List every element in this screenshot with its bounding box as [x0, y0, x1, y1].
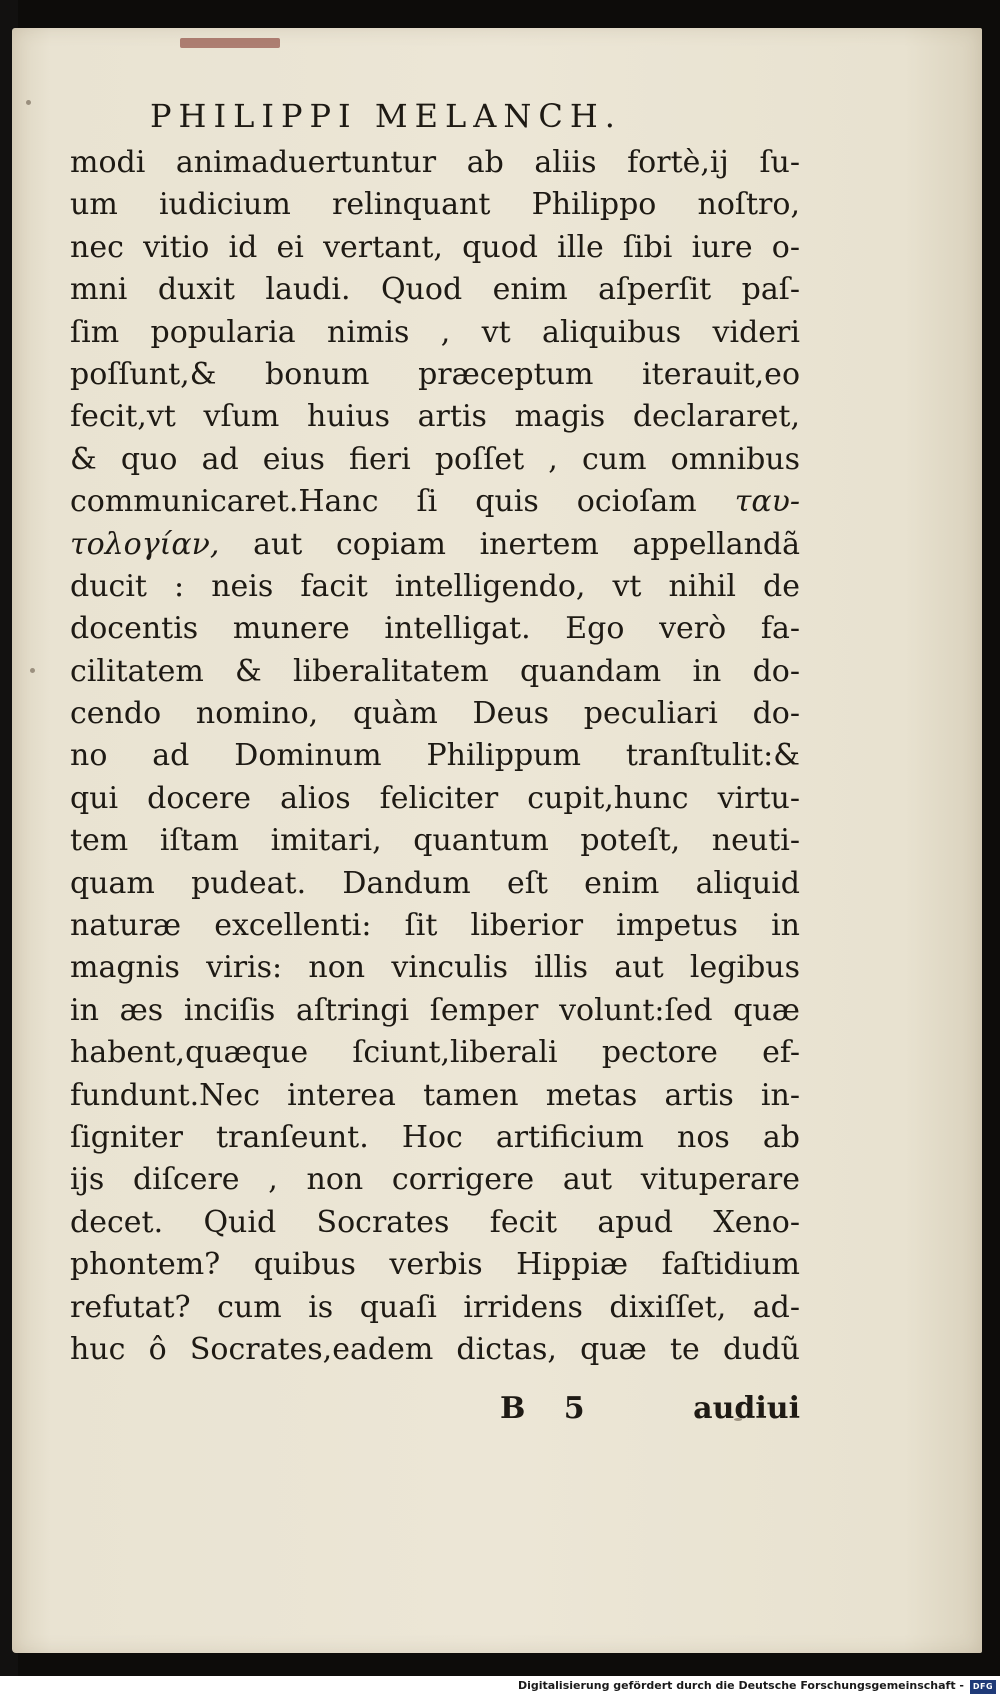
running-head: PHILIPPI MELANCH. — [150, 97, 622, 135]
red-page-stain — [180, 38, 280, 48]
page-text-block — [70, 90, 800, 1371]
text-line: poſſunt,& bonum præceptum iterauit,eo — [70, 356, 800, 392]
text-line: fecit,vt vſum huius artis magis declararet, — [70, 399, 800, 435]
text-line: mni duxit laudi. Quod enim aſperſit paſ- — [70, 272, 800, 308]
text-line: magnis viris: non vinculis illis aut legibus — [70, 950, 800, 986]
greek-word: τολογίαν, — [70, 526, 220, 562]
text-line: in æs inciſis aſtringi ſemper volunt:ſed quæ — [70, 992, 800, 1028]
text-line: quam pudeat. Dandum eſt enim aliquid — [70, 865, 800, 901]
catchword: audiui — [693, 1391, 800, 1426]
text-line: & quo ad eius fieri poſſet , cum omnibus — [70, 441, 800, 477]
text-line: qui docere alios feliciter cupit,hunc virtu- — [70, 780, 800, 816]
funding-credit: Digitalisierung gefördert durch die Deutsche Forschungsgemeinschaft - — [517, 1679, 964, 1692]
text-line: um iudicium relinquant Philippo noſtro, — [70, 187, 800, 223]
text-line: huc ô Socrates,eadem dictas, quæ te dudũ — [70, 1331, 800, 1367]
text-segment: aut copiam inertem appellandã — [253, 526, 800, 562]
text-line: decet. Quid Socrates fecit apud Xeno- — [70, 1204, 800, 1240]
text-line: nec vitio id ei vertant, quod ille ſibi iure o- — [70, 229, 800, 265]
greek-word: ταυ- — [734, 484, 800, 520]
text-line: tem iſtam imitari, quantum poteſt, neuti- — [70, 823, 800, 859]
text-line: no ad Dominum Philippum tranſtulit:& — [70, 738, 800, 774]
text-segment: communicaret.Hanc ſi quis ocioſam — [70, 484, 697, 520]
text-line: ijs diſcere , non corrigere aut vituperare — [70, 1162, 800, 1198]
text-line — [70, 524, 800, 566]
paper-spot — [26, 100, 31, 105]
text-line: fundunt.Nec interea tamen metas artis in- — [70, 1077, 800, 1113]
text-line: habent,quæque ſciunt,liberali pectore ef- — [70, 1035, 800, 1071]
page-foot — [70, 1384, 800, 1434]
paper-spot — [30, 668, 35, 673]
text-line: refutat? cum is quaſi irridens dixiſſet, ad- — [70, 1289, 800, 1325]
signature-mark: B 5 — [500, 1391, 599, 1426]
text-line: ſim popularia nimis , vt aliquibus videri — [70, 314, 800, 350]
dfg-logo-icon: DFG — [970, 1680, 996, 1694]
text-line: naturæ excellenti: ſit liberior impetus in — [70, 908, 800, 944]
text-line: ſigniter tranſeunt. Hoc artificium nos ab — [70, 1119, 800, 1155]
text-line: phontem? quibus verbis Hippiæ faſtidium — [70, 1247, 800, 1283]
digitization-footer — [0, 1676, 1000, 1699]
text-line: modi animaduertuntur ab aliis fortè,ij ſu- — [70, 145, 800, 180]
text-line: cilitatem & liberalitatem quandam in do- — [70, 653, 800, 689]
text-line: cendo nomino, quàm Deus peculiari do- — [70, 696, 800, 732]
text-line: ducit : neis facit intelligendo, vt nihil de — [70, 568, 800, 604]
text-line: docentis munere intelligat. Ego verò fa- — [70, 611, 800, 647]
text-line — [70, 481, 800, 523]
